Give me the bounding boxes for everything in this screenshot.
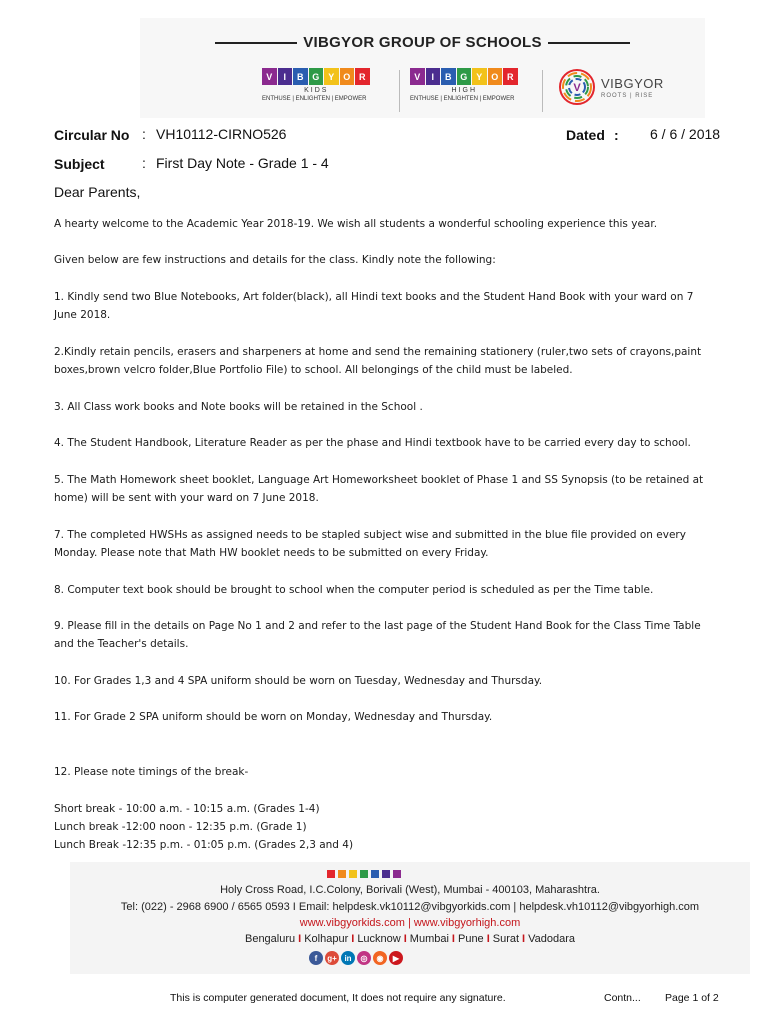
paragraph-text: 9. Please fill in the details on Page No 1 and 2 and refer to the last page of the Student Hand Book for the Class Time Table and the Teacher's details.: [54, 620, 701, 650]
color-squares: [327, 870, 404, 878]
salutation: Dear Parents,: [54, 184, 141, 200]
instruction-11: [54, 708, 719, 726]
city-separator: I: [351, 933, 355, 945]
roots-name: VIBGYOR: [601, 76, 664, 91]
letterhead-footer: [70, 862, 750, 974]
paragraph-text: 8. Computer text book should be brought to school when the computer period is scheduled as per the Time table.: [54, 584, 654, 596]
instruction-12: [54, 763, 719, 781]
high-sub: HIGH: [451, 87, 477, 94]
page-number: Page 1 of 2: [665, 992, 719, 1004]
city-name: Vadodara: [528, 933, 575, 945]
circular-colon: :: [142, 126, 146, 142]
paragraph-intro: [54, 215, 719, 233]
kids-sub: KIDS: [304, 87, 329, 94]
rss-icon[interactable]: ◉: [373, 951, 387, 965]
city-separator: I: [451, 933, 455, 945]
vibgyor-high-logo: [410, 68, 519, 102]
paragraph-text: 4. The Student Handbook, Literature Reader as per the phase and Hindi textbook have to be carried every day to school.: [54, 437, 691, 449]
dated-value: 6 / 6 / 2018: [650, 126, 721, 142]
kids-tagline: ENTHUSE | ENLIGHTEN | EMPOWER: [262, 96, 367, 102]
paragraph-text: 2.Kindly retain pencils, erasers and sharpeners at home and send the remaining stationery (ruler,two sets of crayons,paint boxes,brown velcro folder,Blue Portfolio File) to school. All belongings of the child must be labeled.: [54, 346, 702, 376]
city-name: Pune: [457, 933, 484, 945]
paragraph-text: 1. Kindly send two Blue Notebooks, Art folder(black), all Hindi text books and the Student Hand Book with your ward on 7 June 2018.: [54, 291, 694, 321]
signature-notice: This is computer generated document, It does not require any signature.: [170, 992, 506, 1004]
city-name: Mumbai: [409, 933, 449, 945]
logo-divider: [399, 70, 400, 112]
circular-label: Circular No: [54, 127, 130, 143]
break-timings: [54, 800, 353, 854]
paragraph-text: A hearty welcome to the Academic Year 2018-19. We wish all students a wonderful schooling experience this year.: [54, 218, 658, 230]
city-separator: I: [486, 933, 490, 945]
brand-letter: V: [262, 68, 277, 85]
circular-number: VH10112-CIRNO526: [156, 126, 287, 142]
footer-websites[interactable]: www.vibgyorkids.com | www.vibgyorhigh.com: [299, 917, 521, 929]
paragraph-given-below: [54, 251, 719, 269]
break-lunch-grade1: Lunch break -12:00 noon - 12:35 p.m. (Grade 1): [54, 821, 307, 833]
city-separator: I: [522, 933, 526, 945]
paragraph-text: 12. Please note timings of the break-: [54, 766, 249, 778]
color-square: [338, 870, 346, 878]
paragraph-text: 11. For Grade 2 SPA uniform should be worn on Monday, Wednesday and Thursday.: [54, 711, 493, 723]
paragraph-text: 3. All Class work books and Note books will be retained in the School .: [54, 401, 423, 413]
paragraph-text: 7. The completed HWSHs as assigned needs to be stapled subject wise and submitted in the blue file provided on every Monday. Please note that Math HW booklet needs to be submitted on every Friday.: [54, 529, 686, 559]
brand-letter: O: [488, 68, 503, 85]
dated-label: Dated: [566, 127, 605, 143]
instruction-10: [54, 672, 719, 690]
roots-rise-emblem-icon: [557, 67, 597, 107]
color-square: [371, 870, 379, 878]
brand-letter: G: [457, 68, 472, 85]
linkedin-icon[interactable]: in: [341, 951, 355, 965]
brand-letter: G: [309, 68, 324, 85]
high-tagline: ENTHUSE | ENLIGHTEN | EMPOWER: [410, 96, 515, 102]
city-separator: I: [403, 933, 407, 945]
group-title: [140, 34, 705, 51]
city-name: Bengaluru: [244, 933, 296, 945]
youtube-icon[interactable]: ▶: [389, 951, 403, 965]
city-name: Surat: [492, 933, 520, 945]
instruction-8: [54, 581, 719, 599]
city-name: Lucknow: [357, 933, 401, 945]
instruction-2: [54, 343, 719, 379]
footer-contact: Tel: (022) - 2968 6900 / 6565 0593 I Email: helpdesk.vk10112@vibgyorkids.com | helpdesk.vh10112@vibgyorhigh.com: [120, 901, 700, 913]
subject-label: Subject: [54, 156, 105, 172]
paragraph-text: 10. For Grades 1,3 and 4 SPA uniform should be worn on Tuesday, Wednesday and Thursday.: [54, 675, 543, 687]
break-short: Short break - 10:00 a.m. - 10:15 a.m. (Grades 1-4): [54, 803, 320, 815]
brand-letter: V: [410, 68, 425, 85]
footer-cities: [70, 933, 750, 945]
brand-letter: I: [426, 68, 441, 85]
social-icons: [309, 951, 405, 965]
facebook-icon[interactable]: f: [309, 951, 323, 965]
roots-tagline: ROOTS | RISE: [601, 93, 654, 99]
logo-divider: [542, 70, 543, 112]
kids-brand-letters: [262, 68, 371, 85]
continued-label: Contn...: [604, 992, 641, 1004]
color-square: [327, 870, 335, 878]
subject-value: First Day Note - Grade 1 - 4: [156, 155, 329, 171]
brand-letter: I: [278, 68, 293, 85]
paragraph-text: Given below are few instructions and details for the class. Kindly note the following:: [54, 254, 496, 266]
footer-address: Holy Cross Road, I.C.Colony, Borivali (West), Mumbai - 400103, Maharashtra.: [220, 884, 600, 896]
brand-letter: B: [293, 68, 308, 85]
instruction-3: [54, 398, 719, 416]
roots-mark-letter: V: [573, 82, 581, 94]
title-rule-right: [548, 42, 630, 44]
city-name: Kolhapur: [304, 933, 349, 945]
instruction-5: [54, 471, 719, 507]
color-square: [393, 870, 401, 878]
subject-colon: :: [142, 155, 146, 171]
paragraph-text: 5. The Math Homework sheet booklet, Language Art Homeworksheet booklet of Phase 1 and SS Synopsis (to be retained at home) will be sent with your ward on 7 June 2018.: [54, 474, 704, 504]
city-separator: I: [298, 933, 302, 945]
high-brand-letters: [410, 68, 519, 85]
color-square: [360, 870, 368, 878]
brand-letter: B: [441, 68, 456, 85]
google-plus-icon[interactable]: g+: [325, 951, 339, 965]
title-rule-left: [215, 42, 297, 44]
brand-letter: R: [503, 68, 518, 85]
instruction-4: [54, 434, 719, 452]
instruction-7: [54, 526, 719, 562]
instagram-icon[interactable]: ◎: [357, 951, 371, 965]
color-square: [349, 870, 357, 878]
brand-letter: Y: [324, 68, 339, 85]
letterhead: [140, 18, 705, 118]
instruction-1: [54, 288, 719, 324]
color-square: [382, 870, 390, 878]
dated-colon: :: [614, 127, 619, 143]
brand-letter: R: [355, 68, 370, 85]
group-title-text: VIBGYOR GROUP OF SCHOOLS: [303, 34, 542, 51]
brand-letter: O: [340, 68, 355, 85]
brand-letter: Y: [472, 68, 487, 85]
instruction-9: [54, 617, 719, 653]
vibgyor-kids-logo: [262, 68, 371, 102]
break-lunch-grades234: Lunch Break -12:35 p.m. - 01:05 p.m. (Grades 2,3 and 4): [54, 839, 354, 851]
